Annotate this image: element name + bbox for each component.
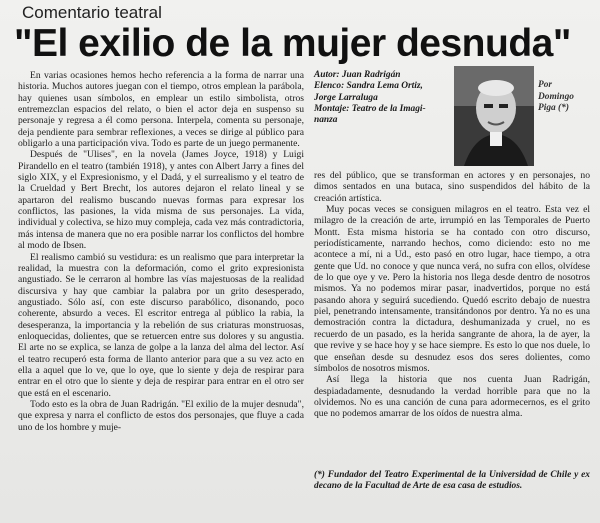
paragraph: Después de "Ulises", en la novela (James Joyce, 1918) y Luigi Pirandello en el teatro (también 1918), y antes con Albert Jarry a fines del siglo XIX, y el Expresionismo, y el Dadá, y el surrealismo y el teatro de la Crueldad y Bert Brecht, los autores dejaron el relato lineal y se apartaron del realismo buscando nuevas formas para expresar los conflictos, las pasiones, la vida misma de sus personajes. La vida, individual y colectiva, se hizo muy compleja, cada vez más contradictoria, más intensa de manera que no era posible narrar los conflictos del hombre al modo de Ibsen. <box>18 149 304 252</box>
byline <box>538 80 590 115</box>
paragraph: Muy pocas veces se consiguen milagros en el teatro. Esta vez el milagro de la creación de arte, irrumpió en las Temporales de Puerto Montt. Esta misma historia se ha contado con otro discurso, periodísticamente, narrando hechos, como diciendo: esto no me acontece a mí, ni a Ud., esto pasó en otro lugar, hace tiempo, a otra gente que Ud. no conoce y que nunca verá, no sufra con ellos, olvídese de lo que oye y ve. Pero la historia nos llega desde dentro de nosotros mismos. Ya no podemos mirar pasar, inadvertidos, porque no está pasando ahora y seguirá sucediendo. Quedó escrito debajo de nuestra piel, penetrando intensamente, transitándonos por dentro. Ya no es una demostración contra la dictadura, deshumanizada y cruel, no es recuerdo de un pasado, es la herida sangrante de ahora, la de ayer, la que revive y se hace hoy y se hace siempre. Es esto lo que nos duele, lo que enseñan desde su desnudez esos dos seres dolientes, como símbolos de nosotros mismos. <box>314 204 590 374</box>
credit-staging: Montaje: Teatro de la Imagi- <box>314 103 426 114</box>
credit-cast-cont: Jorge Larraluga <box>314 92 378 103</box>
paragraph: res del público, que se transforman en actores y en personajes, no dimos sentados en una butaca, sino suspendidos del hábito de la creación artística. <box>314 170 590 204</box>
author-photo <box>454 66 534 166</box>
paragraph: En varias ocasiones hemos hecho referencia a la forma de narrar una historia. Muchos autores juegan con el tiempo, otros emplean la parábola, hay quienes usan símbolos, en emplear un estilo simbolista, otros entremezclan espacios del relato, o bien el actor deja en suspenso su personaje y regresa a él como persona. Interpela, comenta su personaje, deja pendiente para sembrar reflexiones, a veces se dirige al público para obligarlo a una participación viva. Todo es parte de un juego permanente. <box>18 70 304 150</box>
section-kicker: Comentario teatral <box>22 3 162 22</box>
credit-author: Autor: Juan Radrigán <box>314 70 401 80</box>
article-column-left <box>18 70 304 433</box>
credit-staging-cont: nanza <box>314 115 338 126</box>
play-credits <box>314 70 452 126</box>
credit-cast: Elenco: Sandra Lema Ortiz, <box>314 81 423 92</box>
byline-name: Domingo <box>538 91 574 102</box>
byline-surname: Piga (*) <box>538 103 569 113</box>
paragraph: Así llega la historia que nos cuenta Juan Radrigán, despiadadamente, desnudando la verdad horrible para que no la olvidemos. No es una canción de cuna para adormecernos, es el grito que no podemos amarrar de los oídos de nuestra alma. <box>314 374 590 420</box>
paragraph: Todo esto es la obra de Juan Radrigán. "El exilio de la mujer desnuda", que expresa y narra el conflicto de estos dos personajes, que fluye a cada uno de los hombre y muje- <box>18 398 304 433</box>
article-column-right <box>314 170 590 420</box>
portrait-image <box>454 66 534 166</box>
author-footnote: (*) Fundador del Teatro Experimental de la Universidad de Chile y ex decano de la Facultad de Arte de esa casa de estudios. <box>314 470 590 492</box>
paragraph: El realismo cambió su vestidura: es un realismo que para interpretar la realidad, la muestra con la deformación, como el grito expresionista angustiado. Se le cerraron al hombre las vías majestuosas de la realidad discursiva y hay que cambiar la palabra por un grito desesperado, angustiado. Sólo así, con este discurso parabólico, disonando, poco coherente, absurdo a veces. El escritor entrega al público la rabia, la desesperanza, la importancia y la rebelión de sus criaturas monstruosas, enloquecidas, dolientes, que se retuercen entre sus dolores y su angustia. El arte no se explica, se lanza de golpe a la lanza del alma del lector. Así el teatro recuperó esta forma de llanto anterior para que a su vez acto en ella a aquel que lo ve, que lo oye, que lo siente y deja de respirar para entrar en el otro que lo siente y deja de respirar para entrar en el otro ser que está en el escenario. <box>18 251 304 399</box>
byline-prefix: Por <box>538 80 553 90</box>
headline: "El exilio de la mujer desnuda" <box>14 22 571 65</box>
